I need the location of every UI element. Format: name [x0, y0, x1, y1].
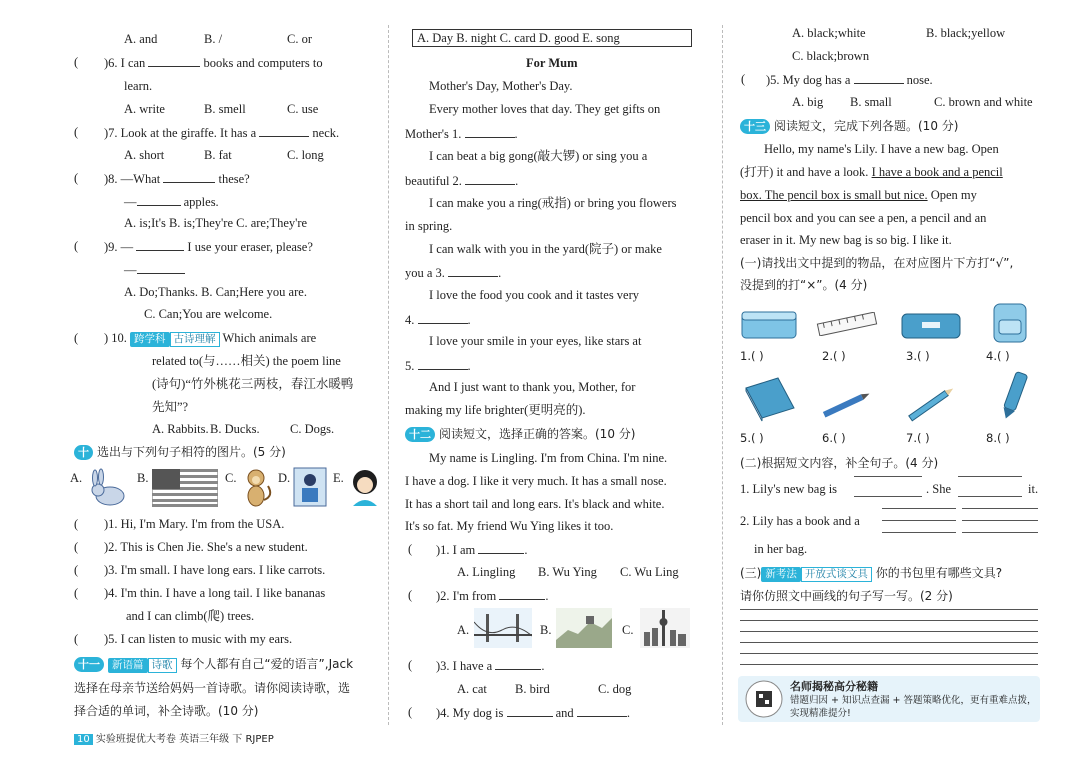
- q6-option-b: B. smell: [204, 102, 246, 116]
- monkey-icon: [238, 466, 274, 508]
- q9-paren: (: [74, 239, 79, 253]
- pencil-box-icon: [900, 308, 962, 342]
- pic-number-5: 5.( ): [740, 431, 764, 445]
- q5-option-c: C. or: [287, 32, 312, 46]
- q8-paren: (: [74, 171, 79, 185]
- p12-q2-option-a: A.: [457, 623, 470, 637]
- poem-line-10: I love the food you cook and it tastes very: [429, 288, 640, 302]
- part2-sentence-2: 2. Lily has a book and a: [740, 514, 860, 528]
- passage13-line-5: eraser in it. My new bag is so big. I like it.: [740, 233, 952, 247]
- part3-instructions: 请你仿照文中画线的句子写一写。(2 分): [740, 589, 953, 603]
- writing-line: [740, 664, 1038, 665]
- p12-q4-option-a: A. black;white: [792, 26, 866, 40]
- answer-line: [958, 476, 1022, 477]
- q6-option-a: A. write: [124, 102, 165, 116]
- p12-q4: )4. My dog is and .: [436, 706, 630, 720]
- q10-line4: 先知”?: [152, 400, 189, 414]
- p12-q3-option-c: C. dog: [598, 682, 632, 696]
- poem-line-3: Mother's 1. .: [405, 127, 518, 141]
- pic-number-1: 1.( ): [740, 349, 764, 363]
- poem-line-11: 4. .: [405, 313, 471, 327]
- word-bank-box: [412, 29, 692, 47]
- qr-code-icon: [744, 680, 784, 718]
- s10-item4-line2: and I can climb(爬) trees.: [126, 609, 255, 623]
- writing-line: [740, 653, 1038, 654]
- q8-line2: — apples.: [124, 195, 219, 209]
- pencil-icon: [902, 384, 960, 424]
- answer-line: [854, 496, 922, 497]
- q10-option-b: B. Ducks.: [210, 422, 260, 436]
- city-skyline-icon: [640, 608, 690, 648]
- part2-sentence-1-end: it.: [1028, 482, 1039, 496]
- poem-line-1: Mother's Day, Mother's Day.: [429, 79, 573, 93]
- pic-number-8: 8.( ): [986, 431, 1010, 445]
- poem-line-14: And I just want to thank you, Mother, for: [429, 380, 636, 394]
- part2-sentence-1: 1. Lily's new bag is: [740, 482, 838, 496]
- pic-label-a: A.: [70, 471, 83, 485]
- tag-open-ended: 开放式谈文具: [801, 567, 872, 582]
- s10-item2: )2. This is Chen Jie. She's a new student.: [104, 540, 308, 554]
- part2-sentence-2-end: in her bag.: [754, 542, 808, 556]
- poem-title: For Mum: [526, 56, 578, 70]
- tag-new-exam: 新考法: [761, 567, 801, 582]
- q6-line2: learn.: [124, 79, 153, 93]
- part1-instructions: (一)请找出文中提到的物品，在对应图片下方打“√”,: [740, 256, 1014, 270]
- p12-q1-option-c: C. Wu Ling: [620, 565, 679, 579]
- pic-label-d: D.: [278, 471, 291, 485]
- pic-number-7: 7.( ): [906, 431, 930, 445]
- q7-option-b: B. fat: [204, 148, 232, 162]
- p12-q1: )1. I am .: [436, 543, 528, 557]
- tips-title: 名师揭秘高分秘籍: [790, 680, 878, 693]
- q10-line3: (诗句)“竹外桃花三两枝，春江水暖鸭: [152, 377, 354, 391]
- s10-item1: )1. Hi, I'm Mary. I'm from the USA.: [104, 517, 285, 531]
- footer: 10 实验班提优大考卷 英语三年级 下 RJPEP: [74, 732, 274, 748]
- answer-line: [962, 520, 1038, 521]
- q9-options-1: A. Do;Thanks. B. Can;Here you are.: [124, 285, 307, 299]
- poem-line-9: you a 3. .: [405, 266, 502, 280]
- passage12-line-3: It has a short tail and long ears. It's black and white.: [405, 497, 665, 511]
- p12-q4-paren: (: [408, 705, 413, 719]
- section-11-line2: 选择在母亲节送给妈妈一首诗歌。请你阅读诗歌，选: [74, 681, 351, 695]
- usa-flag-icon: [152, 469, 218, 507]
- schoolbag-icon: [988, 298, 1032, 344]
- p12-q3-paren: (: [408, 658, 413, 672]
- answer-line: [882, 520, 956, 521]
- p12-q5-option-c: C. brown and white: [934, 95, 1033, 109]
- great-wall-icon: [556, 608, 612, 648]
- part2-instructions: (二)根据短文内容，补全句子。(4 分): [740, 456, 939, 470]
- book-icon: [740, 374, 798, 422]
- section-11-line3: 择合适的单词，补全诗歌。(10 分): [74, 704, 259, 718]
- marker-icon: [998, 368, 1030, 424]
- p12-q3: )3. I have a .: [436, 659, 545, 673]
- q6-stem: )6. I can books and computers to: [104, 56, 323, 70]
- tips-banner: [738, 676, 1040, 722]
- q9-options-2: C. Can;You are welcome.: [144, 307, 273, 321]
- q6-option-c: C. use: [287, 102, 319, 116]
- s10-item4: )4. I'm thin. I have a long tail. I like bananas: [104, 586, 326, 600]
- girl-reading-icon: [292, 466, 328, 508]
- page-number: 10: [74, 734, 93, 745]
- poem-line-12: I love your smile in your eyes, like stars at: [429, 334, 642, 348]
- q5-option-a: A. and: [124, 32, 158, 46]
- p12-q3-option-b: B. bird: [515, 682, 550, 696]
- tag-cross-subject: 跨学科: [130, 332, 170, 347]
- p12-q4-option-b: B. black;yellow: [926, 26, 1006, 40]
- q10-option-c: C. Dogs.: [290, 422, 335, 436]
- column-divider: [388, 25, 389, 725]
- passage12-line-4: It's so fat. My friend Wu Ying likes it too.: [405, 519, 614, 533]
- p12-q1-paren: (: [408, 542, 413, 556]
- ruler-icon: [816, 312, 878, 336]
- answer-line: [962, 532, 1038, 533]
- pic-number-6: 6.( ): [822, 431, 846, 445]
- p12-q2-paren: (: [408, 588, 413, 602]
- q6-paren: (: [74, 55, 79, 69]
- p12-q5-paren: (: [741, 72, 746, 86]
- pic-label-e: E.: [333, 471, 344, 485]
- passage13-line-4: pencil box and you can see a pen, a pencil and an: [740, 211, 987, 225]
- word-bank: A. Day B. night C. card D. good E. song: [417, 31, 620, 45]
- p12-q5-option-a: A. big: [792, 95, 824, 109]
- answer-line: [882, 532, 956, 533]
- writing-line: [740, 609, 1038, 610]
- q10-stem: ) 10. 跨学科 古诗理解 Which animals are: [104, 331, 317, 345]
- p12-q5: )5. My dog has a nose.: [766, 73, 933, 87]
- s10-item5-paren: (: [74, 632, 79, 646]
- pic-label-b: B.: [137, 471, 149, 485]
- q7-stem: )7. Look at the giraffe. It has a neck.: [104, 126, 340, 140]
- answer-line: [882, 508, 956, 509]
- pic-number-2: 2.( ): [822, 349, 846, 363]
- answer-line: [958, 496, 1022, 497]
- p12-q1-option-a: A. Lingling: [457, 565, 516, 579]
- s10-item5: )5. I can listen to music with my ears.: [104, 632, 293, 646]
- poem-line-5: beautiful 2. .: [405, 174, 519, 188]
- q5-option-b: B. /: [204, 32, 223, 46]
- poem-line-8: I can walk with you in the yard(院子) or make: [429, 242, 662, 256]
- q9-stem: )9. — I use your eraser, please?: [104, 240, 313, 254]
- pic-number-4: 4.( ): [986, 349, 1010, 363]
- passage13-line-3: box. The pencil box is small but nice. Open my: [740, 188, 977, 202]
- p12-q4-option-c: C. black;brown: [792, 49, 870, 63]
- p12-q2-option-b: B.: [540, 623, 552, 637]
- s10-item4-paren: (: [74, 586, 79, 600]
- tag-poem-type: 诗歌: [148, 658, 177, 673]
- section-12-heading: 十二 阅读短文，选择正确的答案。(10 分): [405, 426, 635, 442]
- pen-icon: [816, 388, 874, 422]
- writing-line: [740, 642, 1038, 643]
- section-10-heading: 十 选出与下列句子相符的图片。(5 分): [74, 444, 286, 460]
- poem-line-15: making my life brighter(更明亮的).: [405, 403, 586, 417]
- p12-q5-option-b: B. small: [850, 95, 892, 109]
- q8-options: A. is;It's B. is;They're C. are;They're: [124, 216, 308, 230]
- column-divider: [722, 25, 723, 725]
- girl-listening-icon: [348, 466, 382, 508]
- q10-paren: (: [74, 331, 79, 345]
- writing-line: [740, 631, 1038, 632]
- tag-poem: 古诗理解: [170, 332, 220, 347]
- poem-line-2: Every mother loves that day. They get gifts on: [429, 102, 661, 116]
- p12-q2-option-c: C.: [622, 623, 634, 637]
- part3-heading: (三) 新考法 开放式谈文具 你的书包里有哪些文具?: [740, 566, 1003, 580]
- q10-line2: related to(与……相关) the poem line: [152, 354, 341, 368]
- s10-item1-paren: (: [74, 517, 79, 531]
- golden-gate-bridge-icon: [474, 608, 532, 648]
- poem-line-7: in spring.: [405, 219, 453, 233]
- tag-new-text: 新语篇: [108, 658, 148, 673]
- passage12-line-1: My name is Lingling. I'm from China. I'm nine.: [429, 451, 668, 465]
- passage13-line-1: Hello, my name's Lily. I have a new bag. Open: [764, 142, 999, 156]
- p12-q3-option-a: A. cat: [457, 682, 487, 696]
- s10-item2-paren: (: [74, 540, 79, 554]
- q10-option-a: A. Rabbits.: [152, 422, 209, 436]
- tips-line-2: 实现精准提分!: [790, 708, 851, 719]
- poem-line-4: I can beat a big gong(敲大锣) or sing you a: [429, 149, 648, 163]
- passage12-line-2: I have a dog. I like it very much. It has a small nose.: [405, 474, 667, 488]
- q7-paren: (: [74, 125, 79, 139]
- writing-line: [740, 620, 1038, 621]
- poem-line-13: 5. .: [405, 359, 471, 373]
- p12-q2: )2. I'm from .: [436, 589, 549, 603]
- p12-q1-option-b: B. Wu Ying: [538, 565, 597, 579]
- q9-line2: —: [124, 261, 185, 278]
- q8-stem: )8. —What these?: [104, 172, 250, 186]
- q7-option-c: C. long: [287, 148, 324, 162]
- answer-line: [962, 508, 1038, 509]
- pic-label-c: C.: [225, 471, 237, 485]
- s10-item3: )3. I'm small. I have long ears. I like carrots.: [104, 563, 326, 577]
- q7-option-a: A. short: [124, 148, 165, 162]
- section-13-heading: 十三 阅读短文，完成下列各题。(10 分): [740, 118, 958, 134]
- poem-line-6: I can make you a ring(戒指) or bring you flowers: [429, 196, 677, 210]
- rabbit-icon: [86, 468, 130, 508]
- section-11-heading: 十一 新语篇 诗歌 每个人都有自己“爱的语言”,Jack: [74, 656, 353, 673]
- part1-instructions-2: 没提到的打“×”。(4 分): [740, 278, 868, 292]
- answer-line: [854, 476, 922, 477]
- pic-number-3: 3.( ): [906, 349, 930, 363]
- part2-sentence-1-mid: . She: [926, 482, 951, 496]
- tips-line-1: 错题归因 + 知识点查漏 + 答题策略优化，更有重难点拨，: [790, 695, 1037, 706]
- passage13-line-2: (打开) it and have a look. I have a book and a pencil: [740, 165, 1003, 179]
- pencil-case-icon: [738, 304, 800, 344]
- s10-item3-paren: (: [74, 563, 79, 577]
